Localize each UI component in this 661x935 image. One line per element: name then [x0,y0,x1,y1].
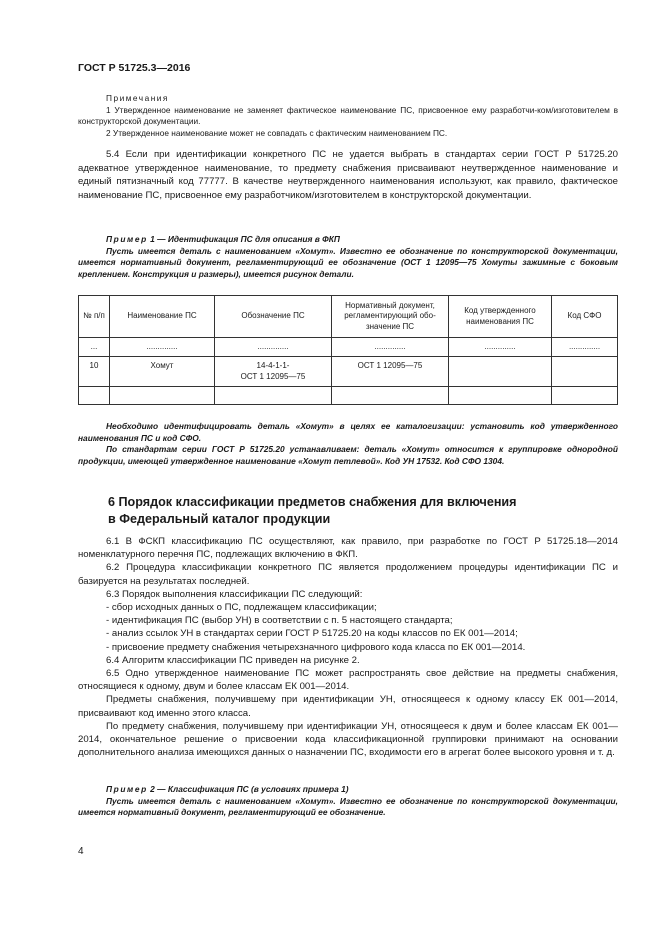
note-item-2: 2 Утвержденное наименование может не совпадать с фактическим наименованием ПС. [106,127,448,138]
table-cell: .............. [332,338,449,357]
table-cell-normative: ОСТ 1 12095—75 [332,357,449,387]
table-row [79,338,618,357]
table-cell: .............. [449,338,552,357]
section-6-title [108,494,618,528]
section-6-body [78,535,618,759]
designation-line-2: ОСТ 1 12095—75 [240,371,306,381]
table-cell-num: 10 [79,357,110,387]
header-designation: Обозначение ПС [215,296,332,338]
header-name: Наименование ПС [110,296,215,338]
list-item: - анализ ссылок УН в стандартах серии ГОСТ Р 51725.20 на коды классов по ЕК 001—2014; [106,628,518,640]
header-sfo: Код СФО [552,296,618,338]
designation-line-1: 14-4-1-1- [256,361,290,370]
section-6-title-line-1: 6 Порядок классификации предметов снабжения для включения [108,495,517,509]
paragraph-6-5b: Предметы снабжения, получившему при идентификации УН, относящееся к одному классу ЕК 001—2014, присваивают код именно этого класса. [78,694,618,719]
notes-block [78,93,618,139]
after-table-text [78,421,618,468]
paragraph-6-3: 6.3 Порядок выполнения классификации ПС следующий: [106,588,363,600]
table-cell: .............. [552,338,618,357]
page-number: 4 [78,846,84,857]
example-2 [78,784,618,819]
list-item: - идентификация ПС (выбор УН) в соответствии с п. 5 настоящего стандарта; [106,615,453,627]
after-table-p2: По стандартам серии ГОСТ Р 51725.20 устанавливаем: деталь «Хомут» относится к группировке однородной продукции, имеющей утвержденное наименование «Хомут петлевой». Код УН 17532. Код СФО 1304. [78,444,618,467]
list-item: - сбор исходных данных о ПС, подлежащем классификации; [106,602,377,614]
document-code: ГОСТ Р 51725.3—2016 [78,62,191,74]
table-cell-sfo [552,357,618,387]
table-cell: ... [79,338,110,357]
table-cell: .............. [110,338,215,357]
list-item: - присвоение предмету снабжения четырехзначного цифрового кода класса по ЕК 001—2014. [106,641,526,653]
paragraph-6-5: 6.5 Одно утвержденное наименование ПС может распространять свое действие на предметы снабжения, относящиеся к одному, двум и более классам ЕК 001—2014. [78,668,618,693]
table-row [79,387,618,405]
example-2-text: Пусть имеется деталь с наименованием «Хомут». Известно ее обозначение по конструкторской документации, имеется нормативный документ, регламентирующий ее обозначение. [78,795,618,818]
example-1 [78,234,618,281]
paragraph-6-2: 6.2 Процедура классификации конкретного ПС является продолжением процедуры идентификации ПС и базируется на результатах последней. [78,562,618,587]
paragraph-5-4: 5.4 Если при идентификации конкретного ПС не удается выбрать в стандартах серии ГОСТ Р 51725.20 адекватное утвержденное наименование, то предмету снабжения присваивают неутвержденное наименование и единый пятизначный код 77777. В качестве неутвержденного наименования используют, как правило, фактическое наименование ПС, присвоенное ему разработчиком/изготовителем в конструкторской документации. [78,149,618,201]
example-2-title: 2 — Классификация ПС (в условиях примера 1) [147,784,349,794]
header-normative: Нормативный документ, регламентирующий обо-значение ПС [332,296,449,338]
example-1-heading [78,234,618,246]
table-cell-designation [215,357,332,387]
table-cell-name: Хомут [110,357,215,387]
paragraph-6-4: 6.4 Алгоритм классификации ПС приведен на рисунке 2. [106,654,360,666]
note-item-1: 1 Утвержденное наименование не заменяет фактическое наименование ПС, присвоенное ему разработчи-ком/изготовителем в конструкторской документации. [78,104,618,126]
table-cell: .............. [215,338,332,357]
after-table-p1: Необходимо идентифицировать деталь «Хомут» в целях ее каталогизации: установить код утвержденного наименования ПС и код СФО. [78,421,618,443]
paragraph-6-1: 6.1 В ФСКП классификацию ПС осуществляют, как правило, при разработке по ГОСТ Р 51725.18—2014 номенклатурного перечня ПС, подлежащих включению в ФКП. [78,536,618,561]
example-1-title: 1 — Идентификация ПС для описания в ФКП [147,234,340,244]
example-2-label: Пример [106,784,148,794]
table-header-row [79,296,618,338]
identification-table [78,295,618,405]
section-6-title-line-2: в Федеральный каталог продукции [108,512,331,526]
header-code: Код утвержденного наименования ПС [449,296,552,338]
notes-title: Примечания [106,93,169,103]
paragraph-6-5c: По предмету снабжения, получившему при идентификации УН, относящееся к двум и более классам ЕК 001—2014, окончательное решение о присвоении кода классификационной группировки принимают на основании дополнительного анализа имеющихся данных о назначении ПС, входимости его в агрегат более высокого уровня и т. д. [78,720,618,759]
example-2-heading [78,784,618,796]
example-1-text: Пусть имеется деталь с наименованием «Хомут». Известно ее обозначение по конструкторской документации, имеется нормативный документ, регламентирующий ее обозначение (ОСТ 1 12095—75 Хомуты зажимные с боковым креплением. Конструкция и размеры), имеется рисунок детали. [78,245,618,280]
header-num: № п/п [79,296,110,338]
table-row [79,357,618,387]
table-cell-code [449,357,552,387]
example-1-label: Пример [106,234,148,244]
